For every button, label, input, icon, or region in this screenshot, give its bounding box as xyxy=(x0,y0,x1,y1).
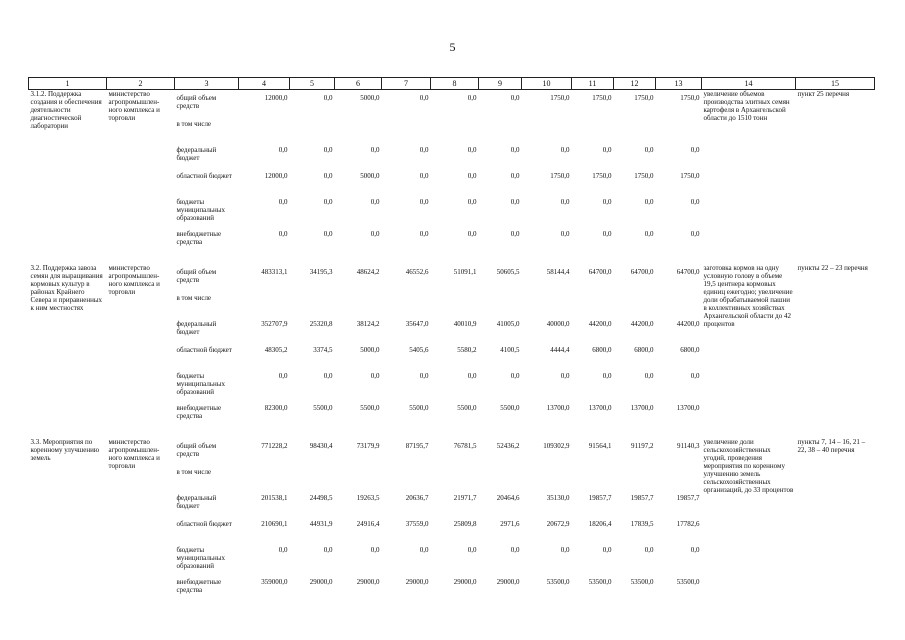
amount-cell: 0,0 xyxy=(467,94,477,102)
amount-cell: 0,0 xyxy=(690,372,700,380)
amount-cell: 1750,0 xyxy=(680,172,700,180)
amount-cell: 40010,9 xyxy=(453,320,477,328)
amount-cell: 91197,2 xyxy=(631,442,654,450)
column-header: 11 xyxy=(572,78,614,90)
amount-cell: 51091,1 xyxy=(453,268,477,276)
funding-source: бюджеты муниципальных образований xyxy=(176,372,225,396)
amount-cell: 1750,0 xyxy=(550,94,570,102)
amount-cell xyxy=(290,290,335,316)
measure-name: 3.2. Поддержка завоза семян для выращивания кормовых культур в районах Крайнего Севера и приравненных к ним местностях xyxy=(30,264,103,312)
amount-cell: 19857,7 xyxy=(676,494,700,502)
funding-source: внебюджетные средства xyxy=(176,404,222,420)
amount-cell: 76781,5 xyxy=(453,442,477,450)
amount-cell: 0,0 xyxy=(560,546,570,554)
amount-cell: 0,0 xyxy=(690,198,700,206)
amount-cell xyxy=(614,464,656,490)
funding-source: бюджеты муниципальных образований xyxy=(176,546,225,570)
amount-cell: 53500,0 xyxy=(630,578,654,586)
table-row xyxy=(29,90,875,117)
amount-cell: 5500,0 xyxy=(409,404,429,412)
table-row xyxy=(29,264,875,290)
amount-cell: 109302,9 xyxy=(543,442,570,450)
amount-cell: 82300,0 xyxy=(264,404,288,412)
amount-cell: 46552,6 xyxy=(405,268,429,276)
amount-cell: 24498,5 xyxy=(309,494,333,502)
amount-cell: 0,0 xyxy=(560,146,570,154)
amount-cell xyxy=(572,116,614,142)
amount-cell: 53500,0 xyxy=(546,578,570,586)
amount-cell: 771228,2 xyxy=(261,442,288,450)
page-number: 5 xyxy=(449,40,456,54)
amount-cell: 0,0 xyxy=(467,146,477,154)
amount-cell: 0,0 xyxy=(278,198,288,206)
amount-cell: 91140,3 xyxy=(677,442,700,450)
column-header: 1 xyxy=(29,78,107,90)
amount-cell xyxy=(572,290,614,316)
block-spacer xyxy=(29,426,875,438)
measure-name: 3.1.2. Поддержка создания и обеспечения деятельности диагностической лаборатории xyxy=(30,90,102,130)
column-header: 13 xyxy=(656,78,702,90)
amount-cell: 0,0 xyxy=(419,146,429,154)
amount-cell: 12000,0 xyxy=(264,94,288,102)
column-header: 3 xyxy=(175,78,239,90)
amount-cell: 19857,7 xyxy=(630,494,654,502)
amount-cell: 1750,0 xyxy=(680,94,700,102)
amount-cell: 0,0 xyxy=(560,372,570,380)
amount-cell: 53500,0 xyxy=(676,578,700,586)
funding-source: общий объем средств xyxy=(176,94,217,110)
funding-source: федеральный бюджет xyxy=(176,320,217,336)
executor: министерство агропромышлен-ного комплекса и торговли xyxy=(108,438,160,470)
amount-cell xyxy=(382,464,431,490)
amount-cell: 0,0 xyxy=(510,546,520,554)
amount-cell xyxy=(382,116,431,142)
amount-cell: 1750,0 xyxy=(592,94,612,102)
amount-cell: 35647,0 xyxy=(405,320,429,328)
amount-cell: 0,0 xyxy=(644,146,654,154)
amount-cell: 5000,0 xyxy=(360,94,380,102)
amount-cell: 1750,0 xyxy=(550,172,570,180)
amount-cell: 483313,1 xyxy=(261,268,288,276)
amount-cell xyxy=(382,290,431,316)
amount-cell: 0,0 xyxy=(323,230,333,238)
amount-cell: 0,0 xyxy=(323,198,333,206)
amount-cell: 0,0 xyxy=(467,172,477,180)
amount-cell: 50605,5 xyxy=(496,268,520,276)
amount-cell: 0,0 xyxy=(602,146,612,154)
amount-cell xyxy=(290,464,335,490)
funding-source: областной бюджет xyxy=(176,172,232,180)
column-header: 6 xyxy=(335,78,382,90)
amount-cell xyxy=(335,290,382,316)
funding-source: федеральный бюджет xyxy=(176,494,217,510)
funding-source: областной бюджет xyxy=(176,346,232,354)
amount-cell: 38124,2 xyxy=(356,320,380,328)
amount-cell: 25320,8 xyxy=(309,320,333,328)
amount-cell: 0,0 xyxy=(602,198,612,206)
amount-cell: 0,0 xyxy=(602,546,612,554)
amount-cell xyxy=(522,290,572,316)
amount-cell: 18206,4 xyxy=(588,520,612,528)
amount-cell: 19857,7 xyxy=(588,494,612,502)
amount-cell: 24916,4 xyxy=(356,520,380,528)
column-header: 15 xyxy=(796,78,875,90)
amount-cell: 0,0 xyxy=(278,372,288,380)
amount-cell: 0,0 xyxy=(278,230,288,238)
column-header: 5 xyxy=(290,78,335,90)
amount-cell: 0,0 xyxy=(467,372,477,380)
amount-cell: 20636,7 xyxy=(405,494,429,502)
column-header: 7 xyxy=(382,78,431,90)
amount-cell: 98430,4 xyxy=(309,442,333,450)
amount-cell: 91564,1 xyxy=(588,442,612,450)
amount-cell: 12000,0 xyxy=(264,172,288,180)
amount-cell: 5500,0 xyxy=(313,404,333,412)
column-header: 10 xyxy=(522,78,572,90)
amount-cell: 21971,7 xyxy=(453,494,477,502)
amount-cell: 0,0 xyxy=(467,546,477,554)
amount-cell: 5000,0 xyxy=(360,346,380,354)
amount-cell xyxy=(614,116,656,142)
amount-cell: 13700,0 xyxy=(588,404,612,412)
amount-cell xyxy=(656,464,702,490)
amount-cell: 0,0 xyxy=(644,198,654,206)
amount-cell: 48624,2 xyxy=(356,268,380,276)
amount-cell: 25809,8 xyxy=(453,520,477,528)
funding-source: внебюджетные средства xyxy=(176,230,222,246)
amount-cell: 40000,0 xyxy=(546,320,570,328)
amount-cell: 13700,0 xyxy=(546,404,570,412)
amount-cell: 0,0 xyxy=(323,372,333,380)
amount-cell: 5405,6 xyxy=(409,346,429,354)
amount-cell: 13700,0 xyxy=(630,404,654,412)
amount-cell: 0,0 xyxy=(690,230,700,238)
amount-cell xyxy=(335,116,382,142)
amount-cell: 58144,4 xyxy=(546,268,570,276)
amount-cell xyxy=(479,116,522,142)
amount-cell: 0,0 xyxy=(278,146,288,154)
amount-cell: 0,0 xyxy=(510,372,520,380)
amount-cell: 0,0 xyxy=(602,372,612,380)
amount-cell: 0,0 xyxy=(690,546,700,554)
amount-cell: 0,0 xyxy=(370,546,380,554)
amount-cell: 0,0 xyxy=(644,230,654,238)
amount-cell: 44931,9 xyxy=(309,520,333,528)
amount-cell xyxy=(239,464,290,490)
amount-cell: 6800,0 xyxy=(592,346,612,354)
amount-cell: 64700,0 xyxy=(588,268,612,276)
amount-cell: 0,0 xyxy=(510,172,520,180)
executor: министерство агропромышлен-ного комплекса и торговли xyxy=(108,90,160,122)
list-reference: пункты 22 – 23 перечня xyxy=(797,264,868,272)
amount-cell: 0,0 xyxy=(644,546,654,554)
amount-cell: 0,0 xyxy=(370,146,380,154)
executor: министерство агропромышлен-ного комплекса и торговли xyxy=(108,264,160,296)
amount-cell xyxy=(431,464,479,490)
amount-cell: 0,0 xyxy=(323,94,333,102)
amount-cell: 6800,0 xyxy=(680,346,700,354)
amount-cell: 35130,0 xyxy=(546,494,570,502)
amount-cell: 2971,6 xyxy=(500,520,520,528)
amount-cell: 19263,5 xyxy=(356,494,380,502)
column-header: 2 xyxy=(107,78,175,90)
amount-cell xyxy=(431,290,479,316)
amount-cell: 0,0 xyxy=(323,146,333,154)
amount-cell: 0,0 xyxy=(323,546,333,554)
amount-cell: 0,0 xyxy=(370,230,380,238)
amount-cell: 0,0 xyxy=(510,230,520,238)
table-body xyxy=(29,90,875,601)
funding-source: внебюджетные средства xyxy=(176,578,222,594)
expected-result: заготовка кормов на одну условную голову в объеме 19,5 центнера кормовых единиц ежегодно; увеличение доли обрабатываемой пашни в коллективных хозяйствах Архангельской области до 42 процентов xyxy=(703,264,793,328)
funding-source: общий объем средств xyxy=(176,268,217,284)
column-header: 9 xyxy=(479,78,522,90)
program-table xyxy=(28,77,875,600)
amount-cell: 359000,0 xyxy=(261,578,288,586)
amount-cell: 0,0 xyxy=(467,230,477,238)
amount-cell: 1750,0 xyxy=(634,94,654,102)
expected-result: увеличение объемов производства элитных семян картофеля в Архангельской области до 1510 тонн xyxy=(703,90,790,122)
amount-cell: 5580,2 xyxy=(457,346,477,354)
amount-cell: 48305,2 xyxy=(264,346,288,354)
amount-cell xyxy=(479,290,522,316)
amount-cell: 210690,1 xyxy=(261,520,288,528)
amount-cell: 37559,0 xyxy=(405,520,429,528)
amount-cell: 1750,0 xyxy=(634,172,654,180)
column-header: 14 xyxy=(702,78,796,90)
amount-cell: 64700,0 xyxy=(676,268,700,276)
amount-cell: 17782,6 xyxy=(676,520,700,528)
amount-cell: 0,0 xyxy=(560,230,570,238)
amount-cell xyxy=(239,290,290,316)
amount-cell: 0,0 xyxy=(419,230,429,238)
amount-cell: 29000,0 xyxy=(309,578,333,586)
funding-source: в том числе xyxy=(176,294,212,302)
amount-cell: 44200,0 xyxy=(630,320,654,328)
amount-cell: 0,0 xyxy=(323,172,333,180)
amount-cell xyxy=(572,464,614,490)
amount-cell: 44200,0 xyxy=(676,320,700,328)
amount-cell xyxy=(522,464,572,490)
amount-cell xyxy=(656,116,702,142)
amount-cell: 0,0 xyxy=(467,198,477,206)
list-reference: пункт 25 перечня xyxy=(797,90,850,98)
amount-cell: 0,0 xyxy=(419,546,429,554)
amount-cell: 0,0 xyxy=(370,372,380,380)
amount-cell: 5500,0 xyxy=(457,404,477,412)
amount-cell: 52436,2 xyxy=(496,442,520,450)
amount-cell: 201538,1 xyxy=(261,494,288,502)
funding-source: федеральный бюджет xyxy=(176,146,217,162)
amount-cell: 20672,9 xyxy=(546,520,570,528)
amount-cell: 0,0 xyxy=(370,198,380,206)
amount-cell: 20464,6 xyxy=(496,494,520,502)
amount-cell xyxy=(479,464,522,490)
amount-cell: 5000,0 xyxy=(360,172,380,180)
amount-cell: 352707,9 xyxy=(261,320,288,328)
amount-cell: 29000,0 xyxy=(496,578,520,586)
amount-cell: 1750,0 xyxy=(592,172,612,180)
header-row xyxy=(29,78,875,90)
amount-cell: 17839,5 xyxy=(630,520,654,528)
amount-cell xyxy=(614,290,656,316)
amount-cell: 0,0 xyxy=(419,172,429,180)
amount-cell: 0,0 xyxy=(419,372,429,380)
amount-cell: 0,0 xyxy=(690,146,700,154)
amount-cell xyxy=(522,116,572,142)
funding-source: бюджеты муниципальных образований xyxy=(176,198,225,222)
amount-cell: 29000,0 xyxy=(405,578,429,586)
column-header: 4 xyxy=(239,78,290,90)
amount-cell: 5500,0 xyxy=(360,404,380,412)
amount-cell: 0,0 xyxy=(510,94,520,102)
funding-source: общий объем средств xyxy=(176,442,217,458)
amount-cell: 3374,5 xyxy=(313,346,333,354)
amount-cell: 0,0 xyxy=(419,94,429,102)
amount-cell: 0,0 xyxy=(644,372,654,380)
amount-cell: 53500,0 xyxy=(588,578,612,586)
amount-cell: 64700,0 xyxy=(630,268,654,276)
funding-source: областной бюджет xyxy=(176,520,232,528)
funding-source: в том числе xyxy=(176,120,212,128)
amount-cell: 0,0 xyxy=(602,230,612,238)
amount-cell: 44200,0 xyxy=(588,320,612,328)
column-header: 8 xyxy=(431,78,479,90)
amount-cell: 87195,7 xyxy=(405,442,429,450)
amount-cell: 13700,0 xyxy=(676,404,700,412)
amount-cell: 41005,0 xyxy=(496,320,520,328)
funding-source: в том числе xyxy=(176,468,212,476)
amount-cell: 0,0 xyxy=(510,146,520,154)
amount-cell: 29000,0 xyxy=(453,578,477,586)
block-spacer xyxy=(29,252,875,264)
amount-cell: 0,0 xyxy=(419,198,429,206)
amount-cell xyxy=(335,464,382,490)
amount-cell xyxy=(656,290,702,316)
amount-cell: 4444,4 xyxy=(550,346,570,354)
measure-name: 3.3. Мероприятия по коренному улучшению земель xyxy=(30,438,100,462)
amount-cell: 0,0 xyxy=(560,198,570,206)
amount-cell: 6800,0 xyxy=(634,346,654,354)
amount-cell: 73179,9 xyxy=(356,442,380,450)
amount-cell: 34195,3 xyxy=(309,268,333,276)
amount-cell: 4100,5 xyxy=(500,346,520,354)
amount-cell: 5500,0 xyxy=(500,404,520,412)
amount-cell xyxy=(239,116,290,142)
amount-cell: 0,0 xyxy=(278,546,288,554)
table-row xyxy=(29,438,875,464)
amount-cell xyxy=(290,116,335,142)
expected-result: увеличение доли сельскохозяйственных угодий, проведения мероприятия по коренному улучшению земель сельскохозяйственных организаций, до 33 процентов xyxy=(703,438,794,494)
amount-cell xyxy=(431,116,479,142)
amount-cell: 29000,0 xyxy=(356,578,380,586)
amount-cell: 0,0 xyxy=(510,198,520,206)
column-header: 12 xyxy=(614,78,656,90)
list-reference: пункты 7, 14 – 16, 21 – 22, 38 – 40 перечня xyxy=(797,438,866,454)
